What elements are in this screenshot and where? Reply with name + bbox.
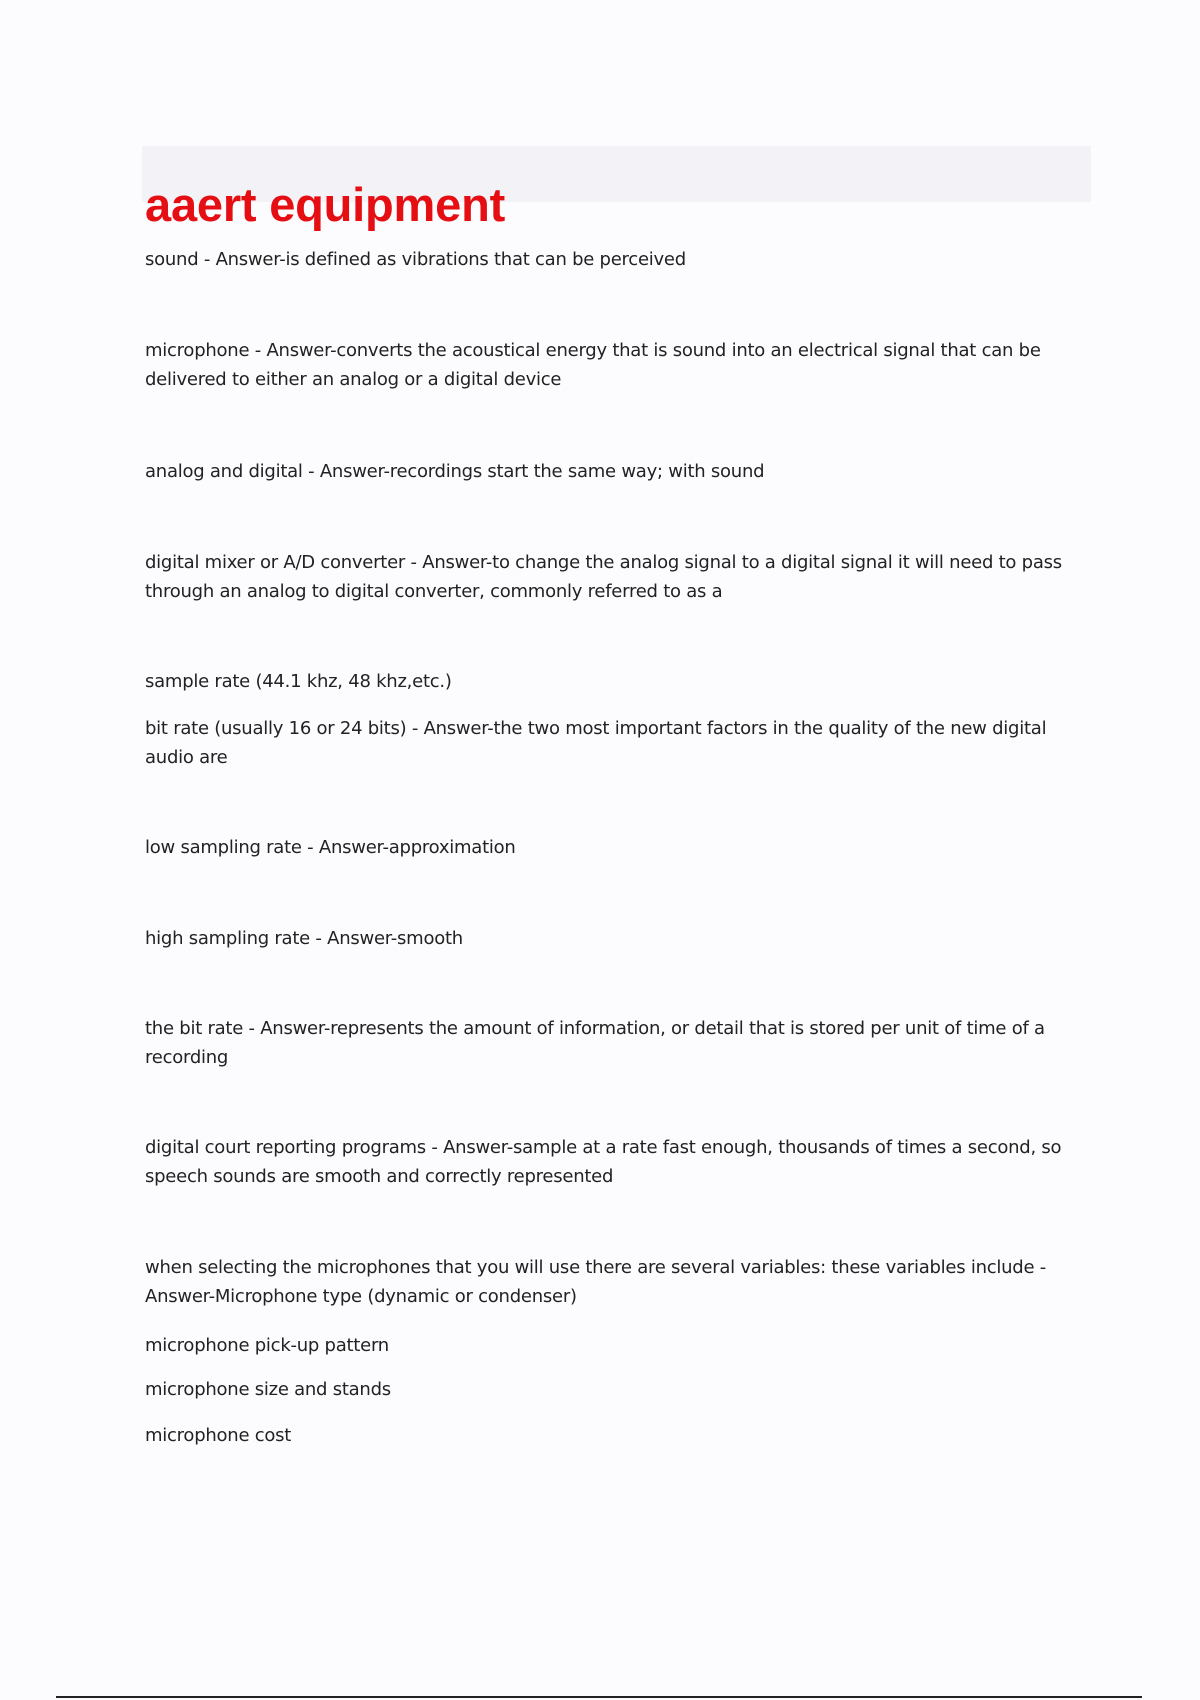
bottom-rule <box>56 1696 1142 1698</box>
entry-analog-and-digital: analog and digital - Answer-recordings start the same way; with sound <box>145 461 765 482</box>
document-title: aaert equipment <box>145 178 506 232</box>
entry-microphone-cost: microphone cost <box>145 1425 292 1446</box>
entry-bit-rate: bit rate (usually 16 or 24 bits) - Answer-the two most important factors in the quality of the new digital audio are <box>145 718 1047 768</box>
entry-the-bit-rate: the bit rate - Answer-represents the amount of information, or detail that is stored per unit of time of a recording <box>145 1018 1045 1068</box>
entry-high-sampling-rate: high sampling rate - Answer-smooth <box>145 928 463 949</box>
entry-sound: sound - Answer-is defined as vibrations that can be perceived <box>145 249 686 270</box>
entry-size-and-stands: microphone size and stands <box>145 1379 391 1400</box>
entry-microphone: microphone - Answer-converts the acoustical energy that is sound into an electrical signal that can be delivered to either an analog or a digital device <box>145 340 1041 390</box>
entry-low-sampling-rate: low sampling rate - Answer-approximation <box>145 837 516 858</box>
entry-digital-mixer: digital mixer or A/D converter - Answer-to change the analog signal to a digital signal it will need to pass through an analog to digital converter, commonly referred to as a <box>145 552 1062 602</box>
entry-pick-up-pattern: microphone pick-up pattern <box>145 1335 389 1356</box>
entry-selecting-microphones: when selecting the microphones that you will use there are several variables: these variables include - Answer-Microphone type (dynamic or condenser) <box>145 1257 1047 1307</box>
entry-sample-rate: sample rate (44.1 khz, 48 khz,etc.) <box>145 671 452 692</box>
entry-digital-court-reporting: digital court reporting programs - Answer-sample at a rate fast enough, thousands of times a second, so speech sounds are smooth and correctly represented <box>145 1137 1062 1187</box>
